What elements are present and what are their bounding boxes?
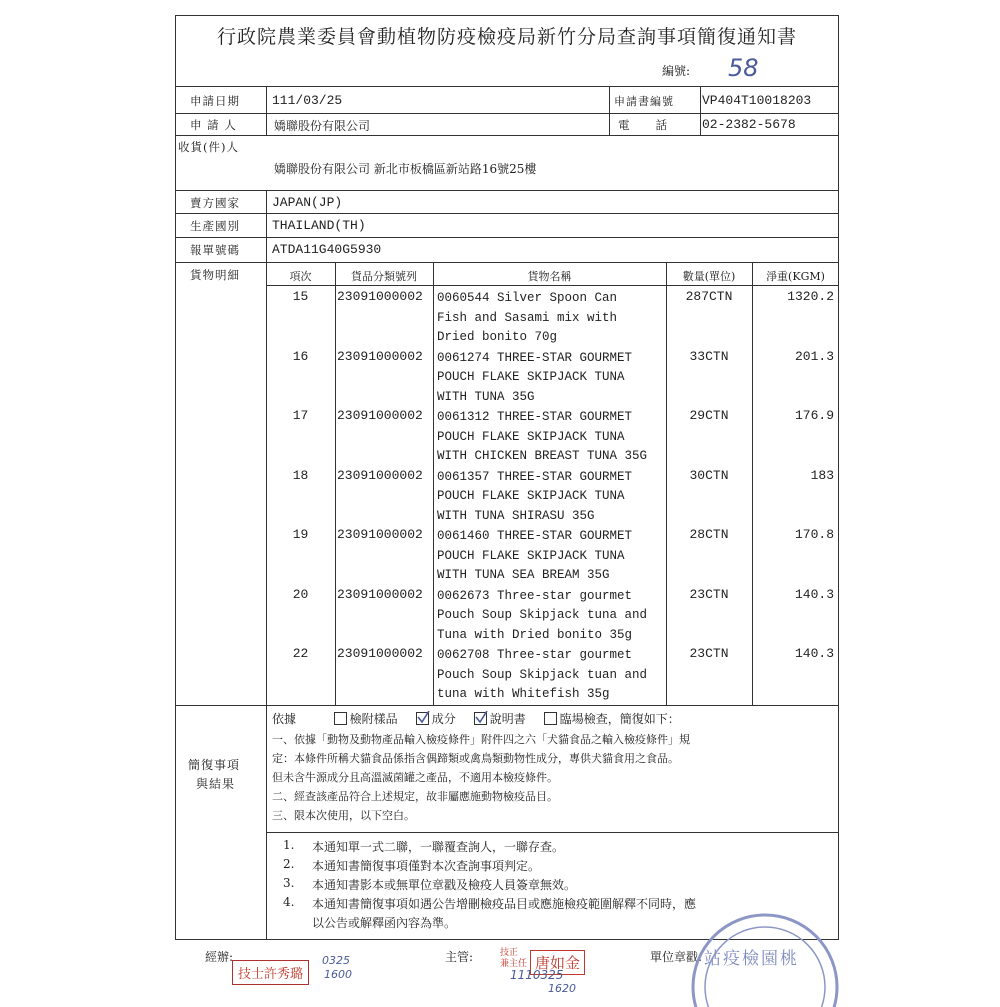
header-name: 貨物名稱 — [527, 270, 572, 283]
supervisor-stamp: 唐如金 — [530, 950, 585, 975]
reply-line: 定：本條件所稱犬貓食品係指含偶蹄類或禽鳥類動物性成分，專供犬貓食用之食品。 — [272, 752, 679, 765]
header-item: 項次 — [289, 270, 312, 283]
rule — [175, 213, 839, 214]
rule — [175, 135, 839, 136]
reply-line: 二、經查該產品符合上述規定，故非屬應施動物檢疫品目。 — [272, 790, 558, 803]
row-qty: 30CTN — [689, 467, 729, 483]
rule — [266, 86, 267, 135]
note-text: 本通知書影本或無單位章戳及檢疫人員簽章無效。 — [312, 878, 577, 892]
row-name: 0062673 Three-star gourmet Pouch Soup Skipjack tuna and Tuna with Dried bonito 35g — [437, 588, 648, 642]
row-qty: 33CTN — [689, 348, 729, 364]
note-number: 1. — [283, 838, 295, 852]
official-seal — [690, 912, 840, 1007]
note-number: 2. — [283, 857, 295, 871]
rule — [752, 262, 753, 705]
phone-label: 電 話 — [618, 118, 668, 132]
row-code: 23091000002 — [337, 586, 423, 602]
reply-option — [416, 712, 456, 726]
row-qty: 28CTN — [689, 527, 729, 542]
row-name: 0061312 THREE-STAR GOURMET POUCH FLAKE SKIPJACK TUNA WITH CHICKEN BREAST TUNA 35G — [437, 410, 648, 463]
row-code: 23091000002 — [337, 289, 423, 304]
basis-label: 依據 — [272, 712, 297, 726]
row-weight: 176.9 — [794, 408, 834, 423]
goods-label: 貨物明細 — [190, 268, 240, 282]
application-date-label: 申請日期 — [190, 94, 240, 108]
supervisor-date: 1110325 — [510, 968, 564, 982]
row-name: 0061357 THREE-STAR GOURMET POUCH FLAKE SKIPJACK TUNA WITH TUNA SHIRASU 35G — [437, 469, 633, 523]
row-name: 0061460 THREE-STAR GOURMET POUCH FLAKE SKIPJACK TUNA WITH TUNA SEA BREAM 35G — [437, 529, 633, 582]
document-title: 行政院農業委員會動植物防疫檢疫局新竹分局查詢事項簡復通知書 — [216, 26, 797, 48]
handler-stamp: 技士許秀璐 — [232, 960, 309, 985]
row-weight: 170.8 — [794, 527, 834, 542]
declaration-no-value: ATDA11G40G5930 — [272, 242, 382, 257]
rule — [700, 86, 701, 135]
header-qty: 數量(單位) — [682, 270, 736, 283]
row-weight: 140.3 — [794, 586, 834, 602]
applicant-value: 嬌聯股份有限公司 — [274, 119, 371, 133]
handler-time: 1600 — [324, 968, 352, 981]
rule — [175, 86, 839, 87]
row-item-no: 17 — [292, 408, 309, 423]
row-code: 23091000002 — [337, 467, 423, 483]
note-text: 本通知書簡復事項如遇公告增刪檢疫品目或應施檢疫範圍解釋不同時，應 — [312, 897, 697, 911]
supervisor-label: 主管: — [445, 950, 474, 964]
serial-number: 58 — [728, 54, 759, 82]
declaration-no-label: 報單號碼 — [190, 243, 240, 257]
consignee-label: 收貨(件)人 — [178, 140, 239, 154]
row-qty: 23CTN — [689, 586, 729, 602]
handler-date: 0325 — [322, 954, 350, 967]
empty-box-icon — [544, 712, 557, 725]
rule — [175, 190, 839, 191]
note-number: 3. — [283, 876, 295, 890]
phone-value: 02-2382-5678 — [702, 117, 796, 132]
row-code: 23091000002 — [337, 527, 423, 542]
header-code: 貨品分類號列 — [351, 270, 417, 283]
row-code: 23091000002 — [337, 408, 423, 423]
checked-box-icon — [474, 712, 487, 725]
rule — [175, 705, 839, 706]
row-qty: 287CTN — [685, 289, 733, 304]
origin-country-value: THAILAND(TH) — [272, 218, 366, 233]
row-item-no: 22 — [292, 646, 309, 661]
reply-label-line1: 簡復事項 — [188, 758, 241, 772]
seller-country-value: JAPAN(JP) — [272, 195, 343, 210]
reply-line: 一、依據「動物及動物產品輸入檢疫條件」附件四之六「犬貓食品之輸入檢疫條件」規 — [272, 733, 690, 746]
reply-option — [474, 712, 526, 726]
serial-label: 編號: — [662, 64, 691, 78]
reply-option-label: 臨場檢查，簡復如下： — [559, 712, 680, 726]
row-item-no: 19 — [292, 527, 309, 542]
row-item-no: 15 — [292, 289, 309, 304]
row-code: 23091000002 — [337, 646, 423, 661]
reply-option — [334, 712, 398, 726]
rule — [335, 262, 336, 705]
reply-line: 三、限本次使用，以下空白。 — [272, 809, 415, 822]
application-no-value: VP404T10018203 — [702, 93, 812, 108]
reply-option-label: 成分 — [431, 712, 456, 726]
rule — [266, 832, 839, 833]
applicant-label: 申 請 人 — [190, 118, 237, 132]
reply-option-label: 檢附樣品 — [349, 712, 398, 726]
supervisor-time: 1620 — [548, 982, 576, 995]
rule — [266, 285, 839, 286]
reply-label-line2: 與結果 — [196, 777, 236, 791]
unit-stamp-label: 單位章戳: — [650, 950, 703, 964]
handler-label: 經辦: — [205, 950, 234, 964]
note-text: 以公告或解釋函內容為準。 — [312, 916, 457, 930]
row-code: 23091000002 — [337, 348, 423, 364]
reply-option — [544, 712, 680, 726]
application-no-label: 申請書編號 — [614, 95, 674, 108]
note-number: 4. — [283, 895, 295, 909]
reply-line: 但未含牛源成分且高溫滅菌罐之產品，不適用本檢疫條件。 — [272, 771, 558, 784]
rule — [175, 262, 839, 263]
row-weight: 1320.2 — [787, 289, 834, 304]
reply-option-label: 說明書 — [489, 712, 526, 726]
reply-basis-row — [272, 710, 698, 727]
seal-text: 站疫檢園桃 — [704, 949, 799, 969]
row-weight: 140.3 — [794, 646, 834, 661]
rule — [266, 705, 267, 940]
note-text: 本通知單一式二聯，一聯覆查詢人，一聯存查。 — [312, 840, 565, 854]
rule — [175, 113, 839, 114]
origin-country-label: 生產國別 — [190, 219, 240, 233]
row-name: 0061274 THREE-STAR GOURMET POUCH FLAKE SKIPJACK TUNA WITH TUNA 35G — [437, 350, 633, 404]
row-name: 0060544 Silver Spoon Can Fish and Sasami mix with Dried bonito 70g — [437, 291, 618, 344]
row-name: 0062708 Three-star gourmet Pouch Soup Skipjack tuan and tuna with Whitefish 35g — [437, 648, 648, 701]
reply-options — [334, 712, 698, 726]
rule — [609, 86, 610, 135]
row-item-no: 18 — [292, 467, 309, 483]
row-item-no: 16 — [292, 348, 309, 364]
rule — [175, 237, 839, 238]
row-weight: 201.3 — [794, 348, 834, 364]
application-date-value: 111/03/25 — [272, 93, 343, 108]
header-weight: 淨重(KGM) — [766, 270, 825, 283]
row-weight: 183 — [810, 467, 834, 483]
note-text: 本通知書簡復事項僅對本次查詢事項判定。 — [312, 859, 541, 873]
rule — [433, 262, 434, 705]
seller-country-label: 賣方國家 — [190, 196, 240, 210]
row-item-no: 20 — [292, 586, 309, 602]
row-qty: 29CTN — [689, 408, 729, 423]
supervisor-title: 技正 兼主任 — [500, 948, 528, 969]
checked-box-icon — [416, 712, 429, 725]
consignee-value: 嬌聯股份有限公司 新北市板橋區新站路16號25樓 — [274, 162, 537, 176]
empty-box-icon — [334, 712, 347, 725]
row-qty: 23CTN — [689, 646, 729, 661]
